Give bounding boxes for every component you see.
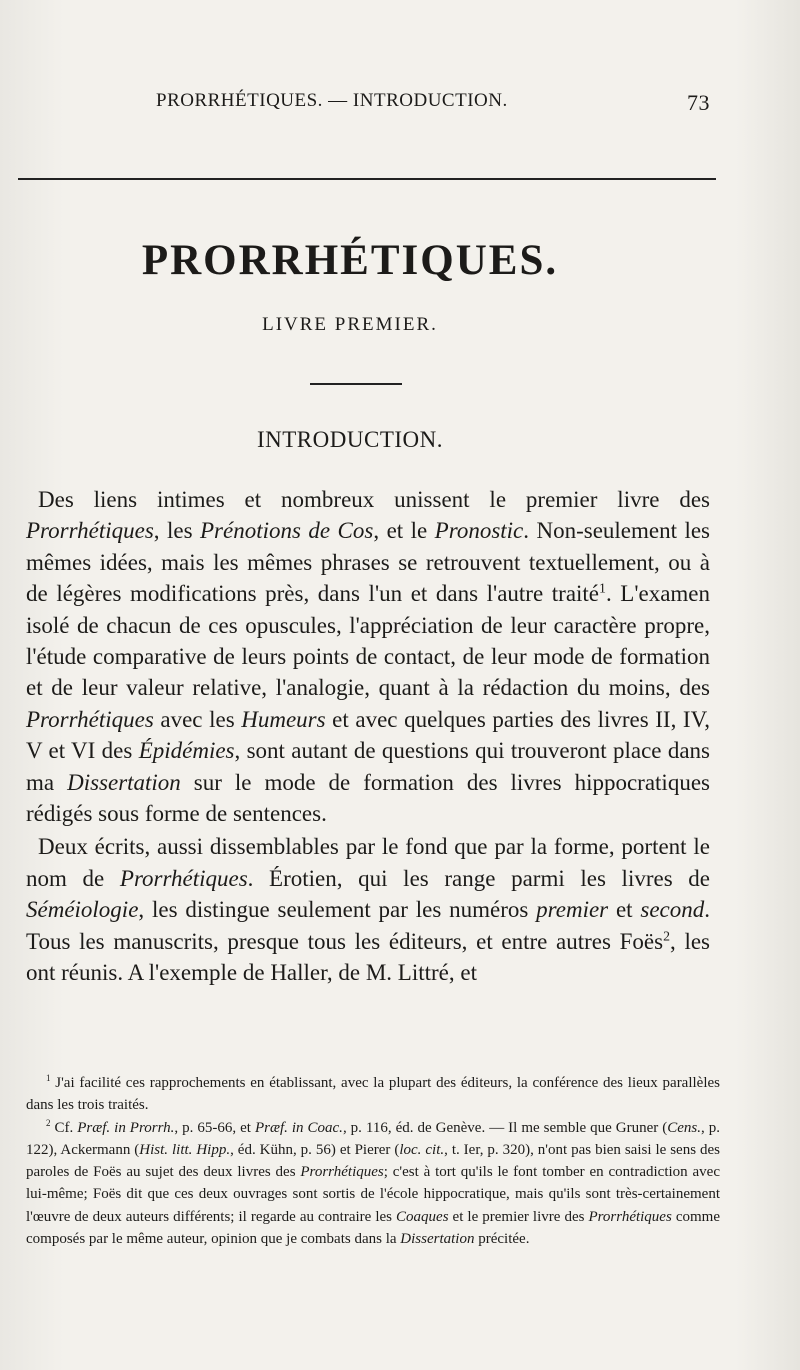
- italic-text: Prénotions de Cos: [200, 518, 374, 544]
- text-run: . L'examen isolé de chacun de ces opuscules, l'appréciation de leur caractère propre, l'étude comparative de leurs points de contact, de leur mode de formation et de leur valeur relative, l'analogie, quant à la rédaction du moins, des: [26, 581, 711, 701]
- footnote-mark: 1: [599, 580, 606, 596]
- italic-text: second: [640, 897, 705, 923]
- italic-text: Épidémies: [138, 738, 235, 764]
- text-run: , sont autant de questions qui trouveront place dans ma: [26, 738, 710, 795]
- italic-text: Prorrhétiques: [300, 1164, 384, 1181]
- italic-text: Prorrhétiques: [26, 706, 154, 732]
- footnotes: [26, 1072, 720, 1250]
- book-title: LIVRE PREMIER.: [262, 314, 438, 335]
- footnote: [26, 1117, 720, 1251]
- footnote-mark: 2: [46, 1117, 51, 1128]
- italic-text: Præf. in Coac.: [254, 1119, 343, 1136]
- paragraph: [26, 831, 710, 988]
- italic-text: Séméiologie: [26, 897, 139, 923]
- text-run: avec les: [153, 706, 242, 732]
- text-run: précitée.: [474, 1231, 530, 1248]
- page-number: 73: [687, 90, 710, 115]
- text-run: , p. 116, éd. de Genève. — Il me semble que Gruner (: [342, 1119, 668, 1136]
- text-run: . Tous les manuscrits, presque tous les éditeurs, et entre autres Foës: [26, 897, 710, 954]
- italic-text: Præf. in Prorrh.: [77, 1119, 175, 1136]
- italic-text: Pronostic: [434, 518, 524, 544]
- footnote: [26, 1072, 720, 1117]
- text-run: Cf.: [50, 1119, 78, 1136]
- italic-text: Prorrhétiques: [26, 518, 154, 544]
- treatise-title: PRORRHÉTIQUES.: [141, 237, 559, 284]
- header-rule: [18, 178, 716, 180]
- text-run: Des liens intimes et nombreux unissent le premier livre des: [38, 487, 710, 512]
- italic-text: Dissertation: [67, 769, 181, 795]
- text-run: , p. 65-66, et: [174, 1119, 255, 1136]
- italic-text: premier: [536, 897, 609, 923]
- paragraph: [26, 484, 710, 829]
- text-run: J'ai facilité ces rapprochements en établissant, avec la plupart des éditeurs, la conférence des lieux parallèles dans les trois traités.: [26, 1075, 720, 1114]
- italic-text: Prorrhétiques: [119, 865, 248, 891]
- running-title: PRORRHÉTIQUES. — INTRODUCTION.: [156, 90, 508, 111]
- text-run: ; c'est à tort qu'ils le font tomber en contradiction avec lui-même; Foës dit que ces deux ouvrages sont sortis de l'école hippocratique, mais qu'ils sont très-certainement l'œuvre de deux auteurs différents; il regarde au contraire les: [26, 1164, 720, 1225]
- text-run: et le premier livre des: [448, 1208, 589, 1225]
- section-title: INTRODUCTION.: [256, 427, 443, 452]
- italic-text: Dissertation: [400, 1231, 475, 1248]
- text-run: , les distingue seulement par les numéros: [138, 897, 537, 923]
- italic-text: Cens.: [667, 1119, 701, 1136]
- text-run: et: [608, 897, 641, 923]
- italic-text: Hist. litt. Hipp.: [139, 1141, 231, 1158]
- text-run: , les ont réunis. A l'exemple de Haller, de M. Littré, et: [26, 928, 710, 986]
- text-run: . Non-seulement les mêmes idées, mais les mêmes phrases se retrouvent textuellement, ou à de légères modifications près, dans l'un et dans l'autre traité: [26, 518, 710, 607]
- text-run: , les: [153, 518, 200, 544]
- text-run: , éd. Kühn, p. 56) et Pierer (: [230, 1141, 400, 1158]
- italic-text: Humeurs: [241, 706, 326, 732]
- footnote-mark: 2: [663, 928, 671, 944]
- text-run: , et le: [373, 518, 435, 544]
- title-rule: [310, 383, 402, 385]
- text-run: , p. 122), Ackermann (: [26, 1119, 720, 1158]
- text-run: . Érotien, qui les range parmi les livres de: [247, 865, 711, 891]
- text-run: comme composés par le même auteur, opinion que je combats dans la: [26, 1208, 720, 1248]
- text-run: sur le mode de formation des livres hippocratiques rédigés sous forme de sentences.: [26, 769, 710, 827]
- footnote-mark: 1: [46, 1073, 51, 1083]
- italic-text: Prorrhétiques: [588, 1208, 672, 1225]
- text-run: , t. Ier, p. 320), n'ont pas bien saisi le sens des paroles de Foës au sujet des deux livres des: [26, 1141, 720, 1181]
- text-run: et avec quelques parties des livres II, IV, V et VI des: [26, 706, 710, 764]
- text-run: Deux écrits, aussi dissemblables par le fond que par la forme, portent le nom de: [26, 834, 710, 891]
- italic-text: loc. cit.: [399, 1141, 445, 1158]
- body-text: [26, 484, 710, 989]
- italic-text: Coaques: [396, 1208, 449, 1225]
